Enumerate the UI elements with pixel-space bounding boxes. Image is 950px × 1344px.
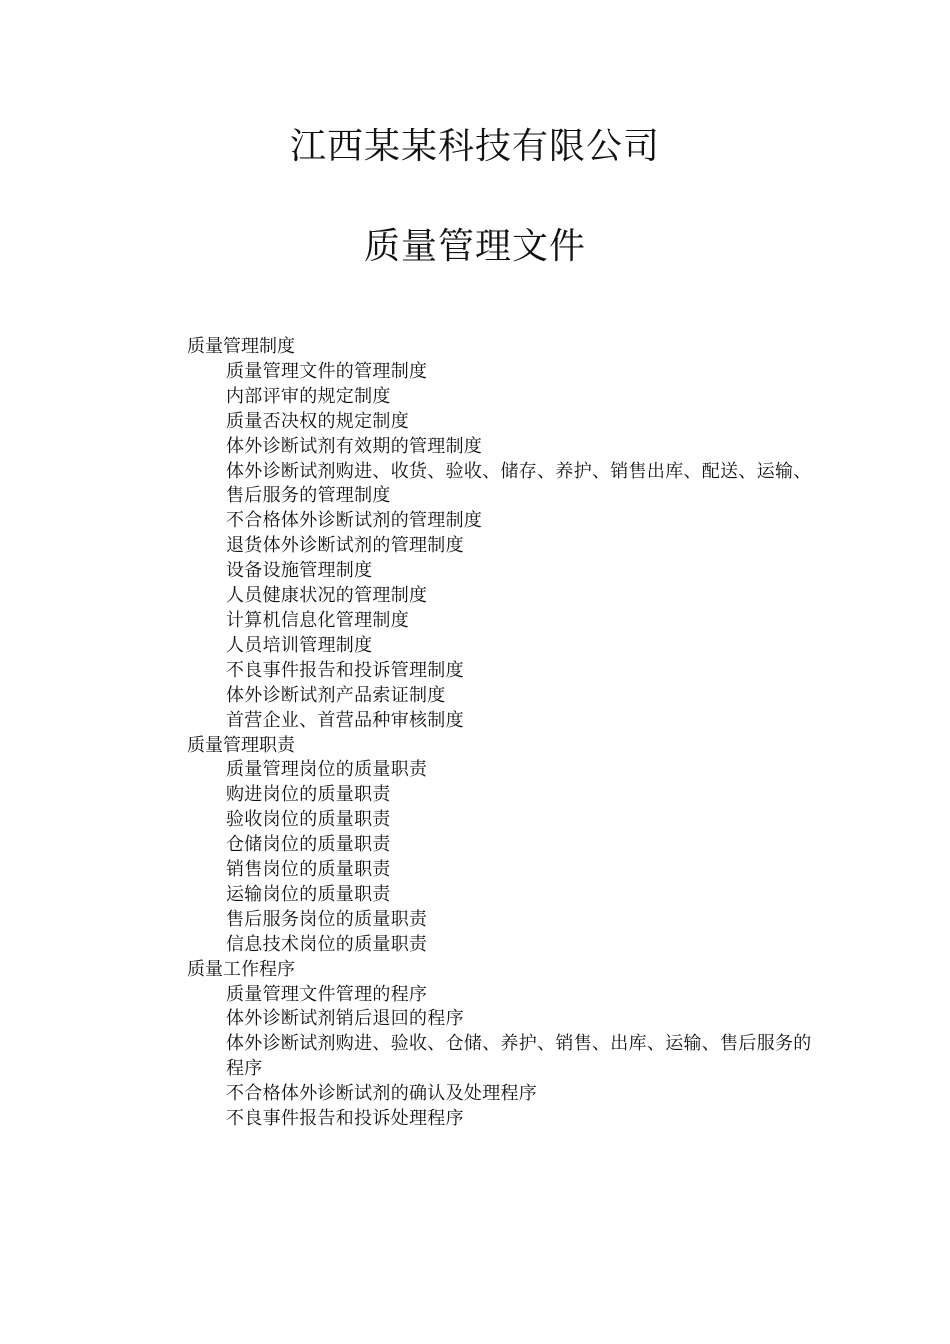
list-item: 退货体外诊断试剂的管理制度 bbox=[226, 535, 464, 557]
list-item: 质量管理文件管理的程序 bbox=[226, 983, 428, 1005]
section-heading: 质量工作程序 bbox=[187, 958, 295, 980]
section-quality-management-system bbox=[187, 335, 847, 734]
list-item: 不良事件报告和投诉处理程序 bbox=[226, 1108, 464, 1130]
list-item: 体外诊断试剂有效期的管理制度 bbox=[226, 435, 483, 457]
section-quality-work-procedures bbox=[187, 958, 847, 1132]
list-item: 不合格体外诊断试剂的确认及处理程序 bbox=[226, 1083, 538, 1105]
list-item: 首营企业、首营品种审核制度 bbox=[226, 709, 464, 731]
list-item: 人员健康状况的管理制度 bbox=[226, 585, 428, 607]
list-item: 不合格体外诊断试剂的管理制度 bbox=[226, 510, 483, 532]
list-item: 仓储岗位的质量职责 bbox=[226, 834, 391, 856]
list-item: 计算机信息化管理制度 bbox=[226, 609, 409, 631]
list-item: 质量管理岗位的质量职责 bbox=[226, 759, 428, 781]
list-item: 体外诊断试剂购进、验收、仓储、养护、销售、出库、运输、售后服务的程序 bbox=[226, 1033, 812, 1080]
list-item: 信息技术岗位的质量职责 bbox=[226, 933, 428, 955]
list-item: 购进岗位的质量职责 bbox=[226, 784, 391, 806]
list-item: 销售岗位的质量职责 bbox=[226, 859, 391, 881]
list-item: 人员培训管理制度 bbox=[226, 634, 373, 656]
list-item: 质量否决权的规定制度 bbox=[226, 410, 409, 432]
table-of-contents bbox=[187, 335, 847, 1132]
list-item: 体外诊断试剂销后退回的程序 bbox=[226, 1008, 464, 1030]
list-item: 不良事件报告和投诉管理制度 bbox=[226, 659, 464, 681]
company-title: 江西某某科技有限公司 bbox=[289, 126, 660, 167]
section-quality-management-duties bbox=[187, 734, 847, 958]
list-item: 运输岗位的质量职责 bbox=[226, 883, 391, 905]
list-item: 质量管理文件的管理制度 bbox=[226, 360, 428, 382]
section-heading: 质量管理制度 bbox=[187, 336, 295, 357]
list-item: 内部评审的规定制度 bbox=[226, 385, 391, 407]
section-heading: 质量管理职责 bbox=[187, 734, 295, 756]
list-item: 验收岗位的质量职责 bbox=[226, 809, 391, 831]
document-title: 质量管理文件 bbox=[363, 226, 586, 267]
list-item: 设备设施管理制度 bbox=[226, 560, 373, 582]
list-item: 售后服务岗位的质量职责 bbox=[226, 908, 428, 930]
list-item: 体外诊断试剂产品索证制度 bbox=[226, 684, 446, 706]
list-item: 体外诊断试剂购进、收货、验收、储存、养护、销售出库、配送、运输、售后服务的管理制度 bbox=[226, 460, 812, 507]
